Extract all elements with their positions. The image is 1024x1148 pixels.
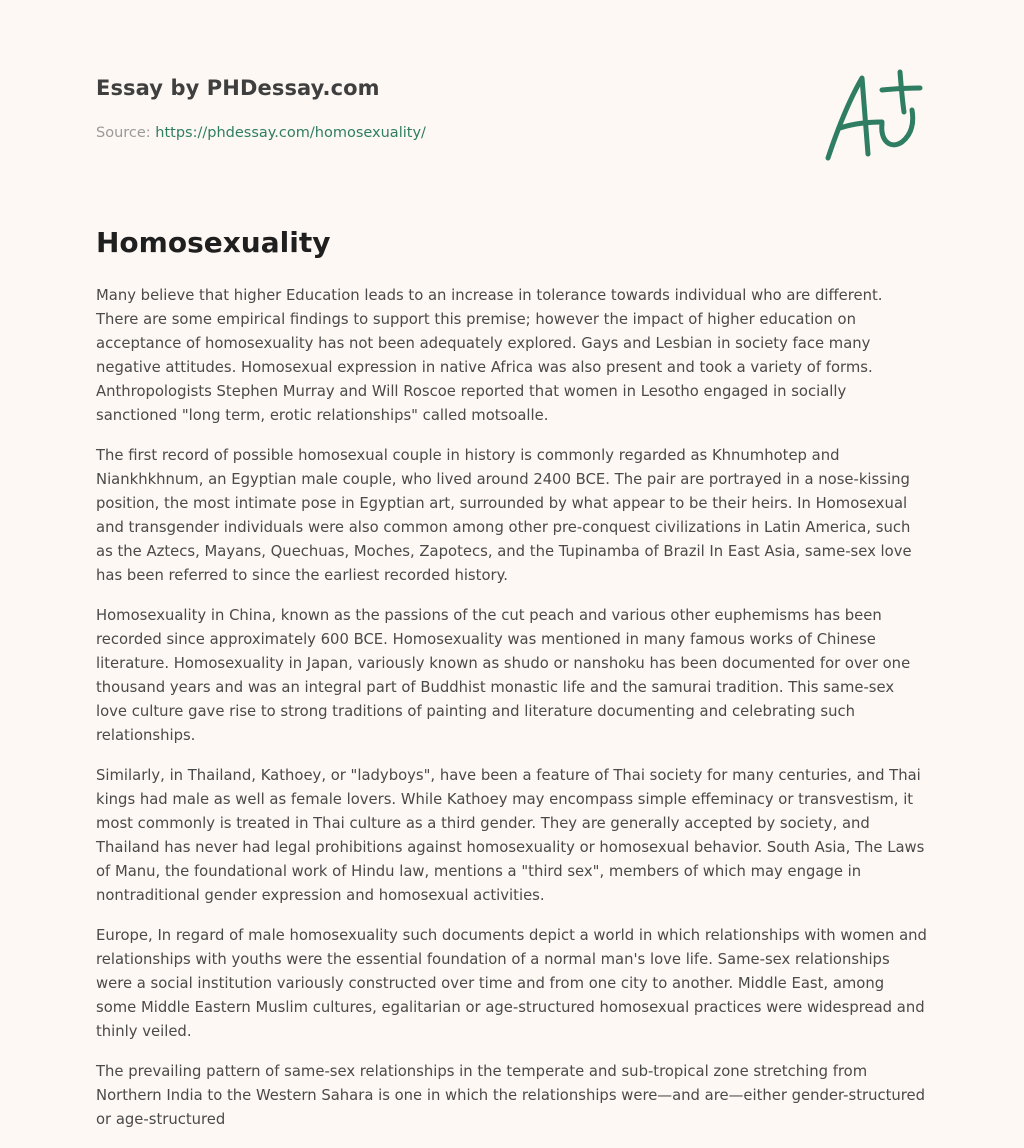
essay-paragraph: Europe, In regard of male homosexuality such documents depict a world in which relationships with women and relationships with youths were the essential foundation of a normal man's love life. Same-sex relationships were a social institution variously constructed over time and from one city to another. Middle East, among some Middle Eastern Muslim cultures, egalitarian or age-structured homosexual practices were widespread and thinly veiled. [96,927,927,1040]
essay-paragraph: The first record of possible homosexual couple in history is commonly regarded as Khnumhotep and Niankhkhnum, an Egyptian male couple, who lived around 2400 BCE. The pair are portrayed in a nose-kissing position, the most intimate pose in Egyptian art, surrounded by what appear to be their heirs. In Homosexual and transgender individuals were also common among other pre-conquest civilizations in Latin America, such as the Aztecs, Mayans, Quechuas, Moches, Zapotecs, and the Tupinamba of Brazil In East Asia, same-sex love has been referred to since the earliest recorded history. [96,447,912,584]
a-plus-logo-icon [822,68,926,164]
essay-paragraph: Similarly, in Thailand, Kathoey, or "ladyboys", have been a feature of Thai society for many centuries, and Thai kings had male as well as female lovers. While Kathoey may encompass simple effeminacy or transvestism, it most commonly is treated in Thai culture as a third gender. They are generally accepted by society, and Thailand has never had legal prohibitions against homosexuality or homosexual behavior. South Asia, The Laws of Manu, the foundational work of Hindu law, mentions a "third sex", members of which may engage in nontraditional gender expression and homosexual activities. [96,767,925,904]
essay-body [96,284,928,1148]
source-link[interactable]: https://phdessay.com/homosexuality/ [155,125,426,141]
page-header [96,76,928,176]
essay-paragraph: Homosexuality in China, known as the passions of the cut peach and various other euphemisms has been recorded since approximately 600 BCE. Homosexuality was mentioned in many famous works of Chinese literature. Homosexuality in Japan, variously known as shudo or nanshoku has been documented for over one thousand years and was an integral part of Buddhist monastic life and the samurai tradition. This same-sex love culture gave rise to strong traditions of painting and literature documenting and celebrating such relationships. [96,607,911,744]
source-label: Source: [96,125,156,141]
source-line [96,125,426,141]
site-title: Essay by PHDessay.com [96,76,380,100]
essay-paragraph: Many believe that higher Education leads to an increase in tolerance towards individual who are different. There are some empirical findings to support this premise; however the impact of higher education on acceptance of homosexuality has not been adequately explored. Gays and Lesbian in society face many negative attitudes. Homosexual expression in native Africa was also present and took a variety of forms. Anthropologists Stephen Murray and Will Roscoe reported that women in Lesotho engaged in socially sanctioned "long term, erotic relationships" called motsoalle. [96,287,883,424]
essay-title: Homosexuality [96,226,331,259]
essay-paragraph: The prevailing pattern of same-sex relationships in the temperate and sub-tropical zone stretching from Northern India to the Western Sahara is one in which the relationships were—and are—either gender-structured or age-structured [96,1063,926,1128]
essay-page [96,0,928,1128]
